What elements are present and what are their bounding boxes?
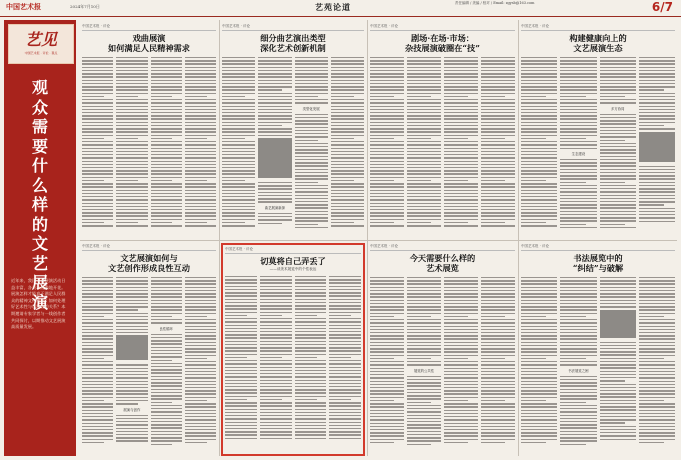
text-column: [116, 277, 147, 447]
article-photo: [600, 310, 636, 338]
masthead: [0, 0, 681, 17]
article-title[interactable]: 构建健康向上的 文艺展演生态: [569, 33, 627, 53]
article-body: [370, 277, 515, 447]
article[interactable]: [521, 24, 675, 238]
article-subhead: 展演与创作: [123, 407, 141, 412]
article-photo: [116, 335, 147, 360]
text-column: [639, 277, 675, 447]
article-subhead: 良性循环: [159, 326, 173, 331]
article-subhead: 生态建设: [571, 151, 586, 156]
article-kicker: 中国艺术报 · 评论: [370, 244, 515, 251]
article-body: [82, 57, 216, 228]
article-kicker: 中国艺术报 · 评论: [521, 244, 675, 251]
article-kicker: 中国艺术报 · 评论: [222, 24, 364, 31]
article-title[interactable]: 切莫将自己弄丢了: [260, 256, 326, 266]
article-subtitle: ——谈美术展览中的个性表达: [269, 267, 317, 271]
text-column: [444, 57, 478, 228]
text-column: [481, 57, 515, 228]
text-column: [82, 277, 113, 447]
article-title[interactable]: 戏曲展演 如何满足人民精神需求: [108, 33, 190, 53]
article-kicker: 中国艺术报 · 评论: [370, 24, 515, 31]
text-column: [407, 57, 441, 228]
section-title: 艺苑论道: [315, 2, 351, 12]
article[interactable]: [82, 24, 216, 238]
article[interactable]: [521, 244, 675, 456]
text-column: [444, 277, 478, 447]
article-body: [370, 57, 515, 228]
row-divider: [80, 240, 677, 241]
editor-info: 责任编辑 / 美编 / 校对 / Email: zgysb@163.com: [455, 1, 535, 5]
article-photo: [639, 132, 675, 162]
text-column: [151, 277, 182, 447]
column-divider: [219, 20, 220, 456]
column-logo-text: 艺见: [24, 30, 57, 49]
article-body: [521, 57, 675, 230]
article-title[interactable]: 细分曲艺演出类型 深化艺术创新机制: [260, 33, 326, 53]
masthead-logo: 中国艺术报: [6, 2, 41, 11]
text-column: [639, 57, 675, 230]
feature-intro: 近年来，我国文艺展演活动日益丰富，各类节展遍地开花。展演怎样才能真正满足人民群众的精神文化需求？如何处理好艺术性与市场性的关系？本期邀请专家学者与一线创作者共同探讨，以期推动文艺展演高质量发展。: [11, 278, 66, 330]
text-column: [151, 57, 182, 228]
article[interactable]: [82, 244, 216, 456]
article-photo: [258, 138, 291, 178]
text-column: [600, 57, 636, 230]
text-column: [222, 57, 255, 230]
article-kicker: 中国艺术报 · 评论: [225, 247, 361, 254]
text-column: [521, 57, 557, 230]
text-column: [481, 277, 515, 447]
article-subhead: 多方协同: [610, 106, 625, 111]
text-column: [185, 57, 216, 228]
article-kicker: 中国艺术报 · 评论: [82, 244, 216, 251]
article-body: [222, 57, 364, 230]
article-body: [82, 277, 216, 447]
article-subhead: 展览的公共性: [413, 368, 435, 373]
article-subhead: 类型化发展: [302, 106, 320, 111]
article[interactable]: [222, 24, 364, 238]
text-column: [600, 277, 636, 447]
page-number: 6/7: [651, 0, 673, 14]
article-title[interactable]: 书法展览中的 “纠结”与破解: [572, 253, 624, 273]
column-logo-sub: 中国艺术报 · 评论 · 观点: [24, 51, 58, 55]
column-divider: [367, 20, 368, 456]
article-title[interactable]: 文艺展演如何与 文艺创作形成良性互动: [108, 253, 190, 273]
article[interactable]: [370, 244, 515, 456]
text-column: [560, 57, 596, 230]
feature-column: [4, 20, 76, 456]
text-column: [295, 57, 328, 230]
text-column: [185, 277, 216, 447]
article-kicker: 中国艺术报 · 评论: [82, 24, 216, 31]
text-column: [370, 277, 404, 447]
article-subhead: 书法展览之困: [568, 368, 589, 373]
column-logo: [8, 24, 74, 64]
highlight-box[interactable]: [221, 243, 365, 456]
article[interactable]: [370, 24, 515, 238]
article-body: [521, 277, 675, 447]
article-title[interactable]: 今天需要什么样的 艺术展览: [409, 253, 476, 273]
text-column: [560, 277, 596, 447]
column-divider: [518, 20, 519, 456]
text-column: [407, 277, 441, 447]
text-column: [258, 57, 291, 230]
article-title[interactable]: 剧场·在场·市场： 杂技展演破圈在“技”: [405, 33, 480, 53]
article-subhead: 曲艺展演新探: [264, 205, 286, 210]
feature-title: 观众需要什么样的文艺展演: [31, 78, 48, 312]
text-column: [521, 277, 557, 447]
text-column: [82, 57, 113, 228]
article-kicker: 中国艺术报 · 评论: [521, 24, 675, 31]
text-column: [116, 57, 147, 228]
masthead-date: 2024年7月10日: [70, 4, 100, 9]
text-column: [331, 57, 364, 230]
text-column: [370, 57, 404, 228]
